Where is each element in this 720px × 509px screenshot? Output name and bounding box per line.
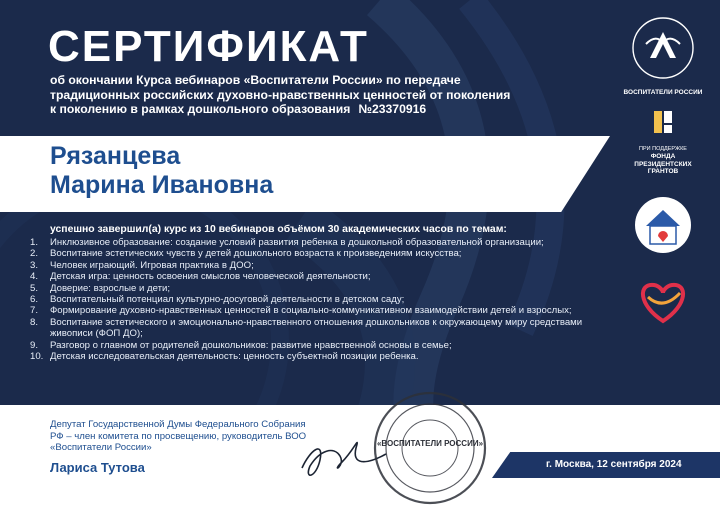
topic-text: Разговор о главном от родителей дошкольников: развитие нравственной основы в семье; xyxy=(50,339,452,351)
topic-text: Доверие: взрослые и дети; xyxy=(50,282,171,294)
topic-item xyxy=(30,283,620,294)
topic-number: 9. xyxy=(30,339,39,351)
topic-item xyxy=(30,294,620,305)
heart-logo-icon xyxy=(618,277,708,327)
certificate-number: №23370916 xyxy=(358,102,427,116)
logo2-caption-main: ФОНДА ПРЕЗИДЕНТСКИХ ГРАНТОВ xyxy=(634,153,692,175)
course-completed-text: успешно завершил(а) курс из 10 вебинаров объёмом 30 академических часов по темам: xyxy=(50,224,507,235)
certificate-title: СЕРТИФИКАТ xyxy=(48,22,369,71)
family-house-logo-icon xyxy=(618,192,708,258)
topic-item xyxy=(30,351,620,362)
topic-item xyxy=(30,271,620,282)
topic-number: 5. xyxy=(30,282,39,294)
subtitle-line xyxy=(50,102,520,117)
topic-number: 3. xyxy=(30,259,39,271)
presidential-grants-logo-icon xyxy=(618,107,708,141)
topics-list xyxy=(30,237,620,362)
partner-logos xyxy=(618,14,708,314)
topic-text: Инклюзивное образование: создание условий развития ребенка в дошкольной образовательной организации; xyxy=(50,237,544,248)
logo1-caption: ВОСПИТАТЕЛИ РОССИИ xyxy=(623,89,703,96)
topic-number: 6. xyxy=(30,294,39,306)
recipient-given-names: Марина Ивановна xyxy=(50,171,274,199)
subtitle-line: об окончании Курса вебинаров «Воспитатели России» по передаче xyxy=(50,73,461,87)
topic-number: 2. xyxy=(30,248,39,260)
stamp-text: «ВОСПИТАТЕЛИ РОССИИ» xyxy=(376,439,484,448)
topic-number: 7. xyxy=(30,305,39,317)
topic-text: Детская исследовательская деятельность: ценность субъектной позиции ребенка. xyxy=(50,351,419,363)
recipient-name xyxy=(50,142,273,200)
topic-item xyxy=(30,340,620,351)
topic-text: Формирование духовно-нравственных ценностей в социально-коммуникативном взаимодействии детей и взрослых; xyxy=(50,305,572,317)
vospitateli-rossii-logo-icon xyxy=(618,14,708,92)
certificate-subtitle xyxy=(50,73,520,117)
topic-number: 1. xyxy=(30,237,39,248)
topic-text: Воспитательный потенциал культурно-досуговой деятельности в детском саду; xyxy=(50,294,405,306)
topic-number: 4. xyxy=(30,271,39,283)
issue-date: г. Москва, 12 сентября 2024 xyxy=(546,459,682,470)
topic-text: Воспитание эстетических чувств у детей дошкольного возраста к произведениям искусства; xyxy=(50,248,462,260)
topic-number: 8. xyxy=(30,316,39,328)
topic-item xyxy=(30,305,620,316)
topic-text: Человек играющий. Игровая практика в ДОО; xyxy=(50,259,254,271)
topic-text: Воспитание эстетического и эмоционально-нравственного отношения дошкольников к окружающему миру средствами живописи (ФОП ДО); xyxy=(50,316,583,340)
topic-text: Детская игра: ценность освоения смыслов человеческой деятельности; xyxy=(50,271,371,283)
topic-item xyxy=(30,237,620,248)
topic-item xyxy=(30,248,620,259)
topic-number: 10. xyxy=(30,351,44,363)
signer-name: Лариса Тутова xyxy=(50,460,145,475)
topic-item xyxy=(30,260,620,271)
subtitle-line-text: к поколению в рамках дошкольного образования xyxy=(50,102,351,116)
signer-role: Депутат Государственной Думы Федерального Собрания РФ – член комитета по просвещению, руководитель ВОО «Воспитатели России» xyxy=(50,419,307,454)
logo2-caption-top: ПРИ ПОДДЕРЖКЕ xyxy=(639,145,687,152)
official-stamp-icon xyxy=(370,388,490,508)
subtitle-line: традиционных российских духовно-нравственных ценностей от поколения xyxy=(50,87,511,102)
topic-item xyxy=(30,317,620,340)
recipient-surname: Рязанцева xyxy=(50,142,181,170)
